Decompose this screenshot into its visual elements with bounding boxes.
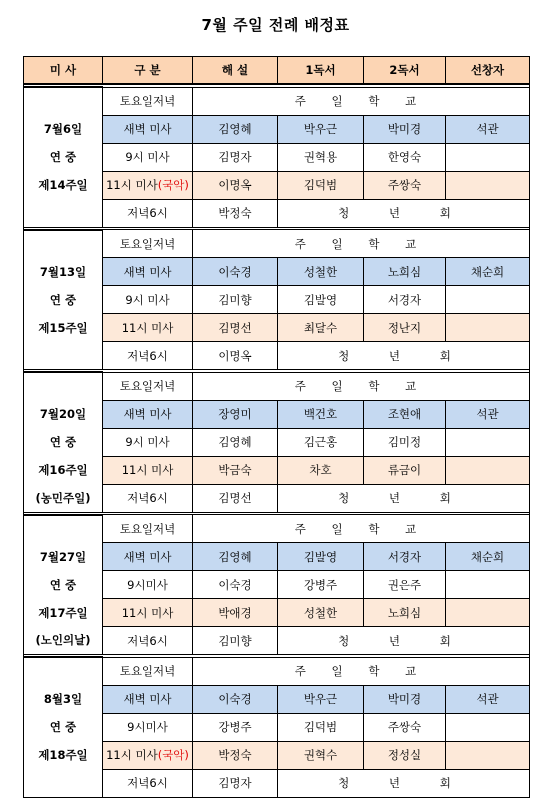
dawn-reading1: 성철한 — [278, 258, 364, 286]
date-cell: 8월3일 — [24, 685, 103, 713]
date-cell-empty — [24, 657, 103, 685]
dawn-mass-row — [24, 685, 530, 713]
evening-commentary: 박정숙 — [193, 199, 278, 227]
nine-reading2: 한영숙 — [364, 143, 446, 171]
date-cell: 7월6일 — [24, 115, 103, 143]
evening-mass-label: 저녁6시 — [103, 484, 193, 512]
page-title: 7월 주일 전례 배정표 — [201, 16, 350, 34]
dawn-mass-label: 새벽 미사 — [103, 543, 193, 571]
evening-mass-row — [24, 199, 530, 227]
dawn-mass-label: 새벽 미사 — [103, 115, 193, 143]
header-category: 구 분 — [103, 57, 193, 85]
eleven-mass-note: (국악) — [157, 178, 189, 192]
youth-group-cell: 청 년 회 — [278, 342, 530, 370]
saturday-label: 토요일저녁 — [103, 515, 193, 543]
eleven-mass-row — [24, 456, 530, 484]
week-cell: 제14주일 — [24, 171, 103, 199]
eleven-mass-label: 11시 미사 — [106, 178, 158, 192]
eleven-commentary: 박금숙 — [193, 456, 278, 484]
nine-mass-row — [24, 713, 530, 741]
evening-commentary: 김미향 — [193, 627, 278, 655]
eleven-reading2: 류금이 — [364, 456, 446, 484]
dawn-reading2: 박미경 — [364, 685, 446, 713]
date-cell: 7월27일 — [24, 543, 103, 571]
week-cell: 제15주일 — [24, 314, 103, 342]
dawn-mass-row — [24, 258, 530, 286]
eleven-reading1: 권혁수 — [278, 741, 364, 769]
dawn-commentary: 이숙경 — [193, 685, 278, 713]
week-cell: 제18주일 — [24, 741, 103, 769]
eleven-commentary: 이명옥 — [193, 171, 278, 199]
sunday-school-cell: 주 일 학 교 — [193, 230, 530, 258]
saturday-row — [24, 372, 530, 400]
youth-group-cell: 청 년 회 — [278, 769, 530, 797]
dawn-mass-label: 새벽 미사 — [103, 258, 193, 286]
eleven-reading2: 정성실 — [364, 741, 446, 769]
evening-mass-label: 저녁6시 — [103, 342, 193, 370]
season-cell: 연 중 — [24, 286, 103, 314]
eleven-mass-label: 11시 미사 — [106, 748, 158, 762]
eleven-mass-row — [24, 741, 530, 769]
nine-mass-label: 9시 미사 — [103, 286, 193, 314]
evening-commentary: 이명옥 — [193, 342, 278, 370]
nine-commentary: 강병주 — [193, 713, 278, 741]
youth-group-cell: 청 년 회 — [278, 484, 530, 512]
header-reading1: 1독서 — [278, 57, 364, 85]
dawn-reading1: 박우근 — [278, 685, 364, 713]
nine-reading1: 김근홍 — [278, 428, 364, 456]
eleven-mass-label-cell — [103, 599, 193, 627]
saturday-label: 토요일저녁 — [103, 372, 193, 400]
week-cell: 제17주일 — [24, 599, 103, 627]
date-cell-empty — [24, 372, 103, 400]
saturday-label: 토요일저녁 — [103, 230, 193, 258]
season-cell: 연 중 — [24, 143, 103, 171]
nine-commentary: 김명자 — [193, 143, 278, 171]
dawn-commentary: 김영혜 — [193, 115, 278, 143]
eleven-mass-label: 11시 미사 — [121, 463, 174, 477]
note-cell — [24, 199, 103, 227]
evening-commentary: 김명자 — [193, 769, 278, 797]
nine-reading1: 김덕범 — [278, 713, 364, 741]
eleven-mass-label-cell — [103, 456, 193, 484]
date-cell: 7월13일 — [24, 258, 103, 286]
season-cell: 연 중 — [24, 428, 103, 456]
nine-reading1: 강병주 — [278, 571, 364, 599]
eleven-mass-label-cell — [103, 314, 193, 342]
nine-reading1: 권혁용 — [278, 143, 364, 171]
schedule-table — [23, 56, 530, 798]
note-cell: (노인의날) — [24, 627, 103, 655]
eleven-cantor — [446, 456, 530, 484]
saturday-row — [24, 230, 530, 258]
nine-mass-label: 9시미사 — [103, 713, 193, 741]
dawn-reading2: 노희심 — [364, 258, 446, 286]
nine-reading2: 서경자 — [364, 286, 446, 314]
dawn-cantor: 석관 — [446, 115, 530, 143]
dawn-commentary: 이숙경 — [193, 258, 278, 286]
header-cantor: 선창자 — [446, 57, 530, 85]
eleven-mass-row — [24, 171, 530, 199]
season-cell: 연 중 — [24, 713, 103, 741]
nine-mass-row — [24, 428, 530, 456]
dawn-commentary: 장영미 — [193, 400, 278, 428]
nine-cantor — [446, 571, 530, 599]
nine-mass-label: 9시 미사 — [103, 143, 193, 171]
eleven-reading2: 주쌍숙 — [364, 171, 446, 199]
eleven-cantor — [446, 599, 530, 627]
dawn-cantor: 채순희 — [446, 543, 530, 571]
nine-cantor — [446, 286, 530, 314]
eleven-reading1: 최달수 — [278, 314, 364, 342]
nine-cantor — [446, 713, 530, 741]
dawn-mass-label: 새벽 미사 — [103, 685, 193, 713]
header-commentary: 해 설 — [193, 57, 278, 85]
season-cell: 연 중 — [24, 571, 103, 599]
dawn-mass-label: 새벽 미사 — [103, 400, 193, 428]
sunday-school-cell: 주 일 학 교 — [193, 515, 530, 543]
evening-mass-label: 저녁6시 — [103, 627, 193, 655]
header-mass: 미 사 — [24, 57, 103, 85]
nine-reading2: 주쌍숙 — [364, 713, 446, 741]
eleven-commentary: 박정숙 — [193, 741, 278, 769]
eleven-cantor — [446, 741, 530, 769]
youth-group-cell: 청 년 회 — [278, 199, 530, 227]
evening-mass-label: 저녁6시 — [103, 769, 193, 797]
eleven-cantor — [446, 171, 530, 199]
note-cell — [24, 342, 103, 370]
nine-mass-row — [24, 571, 530, 599]
evening-mass-row — [24, 627, 530, 655]
eleven-reading2: 정난지 — [364, 314, 446, 342]
nine-mass-row — [24, 143, 530, 171]
nine-reading1: 김발영 — [278, 286, 364, 314]
saturday-row — [24, 515, 530, 543]
note-cell — [24, 769, 103, 797]
eleven-mass-label-cell — [103, 741, 193, 769]
dawn-mass-row — [24, 115, 530, 143]
eleven-commentary: 김명선 — [193, 314, 278, 342]
week-cell: 제16주일 — [24, 456, 103, 484]
eleven-reading1: 성철한 — [278, 599, 364, 627]
dawn-reading2: 조현애 — [364, 400, 446, 428]
evening-commentary: 김명선 — [193, 484, 278, 512]
nine-commentary: 이숙경 — [193, 571, 278, 599]
dawn-mass-row — [24, 543, 530, 571]
evening-mass-row — [24, 342, 530, 370]
sunday-school-cell: 주 일 학 교 — [193, 87, 530, 115]
evening-mass-row — [24, 769, 530, 797]
date-cell-empty — [24, 230, 103, 258]
eleven-cantor — [446, 314, 530, 342]
evening-mass-label: 저녁6시 — [103, 199, 193, 227]
date-cell-empty — [24, 515, 103, 543]
eleven-reading2: 노희심 — [364, 599, 446, 627]
youth-group-cell: 청 년 회 — [278, 627, 530, 655]
note-cell: (농민주일) — [24, 484, 103, 512]
eleven-reading1: 차호 — [278, 456, 364, 484]
date-cell: 7월20일 — [24, 400, 103, 428]
eleven-mass-row — [24, 599, 530, 627]
nine-cantor — [446, 428, 530, 456]
nine-commentary: 김미향 — [193, 286, 278, 314]
dawn-reading2: 서경자 — [364, 543, 446, 571]
nine-mass-label: 9시미사 — [103, 571, 193, 599]
saturday-label: 토요일저녁 — [103, 657, 193, 685]
eleven-mass-label: 11시 미사 — [121, 320, 174, 335]
dawn-reading1: 백건호 — [278, 400, 364, 428]
dawn-reading1: 김발영 — [278, 543, 364, 571]
dawn-reading1: 박우근 — [278, 115, 364, 143]
saturday-label: 토요일저녁 — [103, 87, 193, 115]
date-cell-empty — [24, 87, 103, 115]
eleven-mass-note: (국악) — [157, 748, 189, 762]
saturday-row — [24, 657, 530, 685]
sunday-school-cell: 주 일 학 교 — [193, 657, 530, 685]
eleven-mass-label: 11시 미사 — [121, 605, 174, 620]
eleven-reading1: 김덕범 — [278, 171, 364, 199]
dawn-mass-row — [24, 400, 530, 428]
dawn-reading2: 박미경 — [364, 115, 446, 143]
eleven-mass-row — [24, 314, 530, 342]
nine-mass-label: 9시 미사 — [103, 428, 193, 456]
eleven-commentary: 박애경 — [193, 599, 278, 627]
eleven-mass-label-cell — [103, 171, 193, 199]
nine-mass-row — [24, 286, 530, 314]
evening-mass-row — [24, 484, 530, 512]
dawn-commentary: 김영혜 — [193, 543, 278, 571]
sunday-school-cell: 주 일 학 교 — [193, 372, 530, 400]
dawn-cantor: 채순희 — [446, 258, 530, 286]
dawn-cantor: 석관 — [446, 685, 530, 713]
nine-reading2: 권은주 — [364, 571, 446, 599]
header-reading2: 2독서 — [364, 57, 446, 85]
nine-reading2: 김미정 — [364, 428, 446, 456]
nine-commentary: 김영혜 — [193, 428, 278, 456]
nine-cantor — [446, 143, 530, 171]
header-row — [24, 57, 530, 85]
dawn-cantor: 석관 — [446, 400, 530, 428]
saturday-row — [24, 87, 530, 115]
